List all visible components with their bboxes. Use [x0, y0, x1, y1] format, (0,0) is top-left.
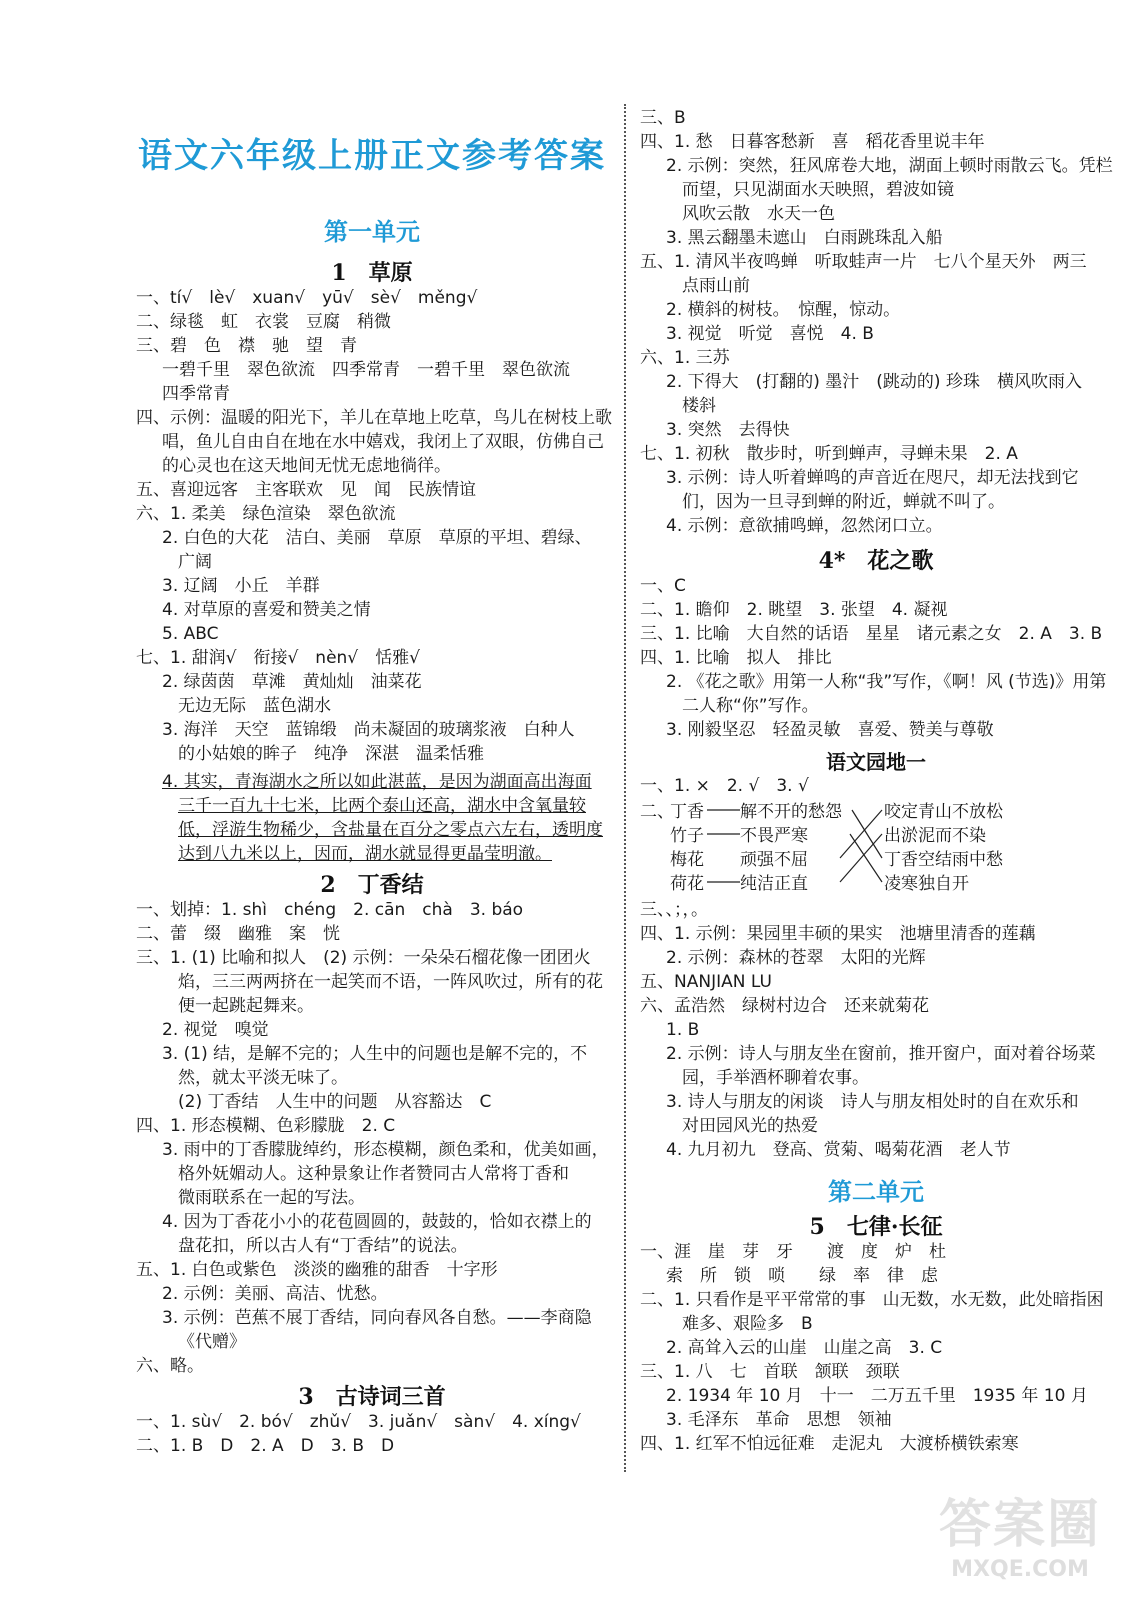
answer-line: 2. 高耸入云的山崖 山崖之高 3. C: [666, 1338, 943, 1358]
answer-line: 2. 示例：森林的苍翠 太阳的光辉: [666, 948, 926, 968]
answer-line: 三、1. 比喻 大自然的话语 星星 诸元素之女 2. A 3. B: [640, 624, 1103, 644]
match-mid-item: 顽强不屈: [740, 850, 808, 870]
answer-line: 4. 其实，青海湖水之所以如此湛蓝，是因为湖面高出海面: [162, 772, 592, 792]
answer-line: 二、蕾 缀 幽雅 案 恍: [136, 924, 340, 944]
answer-line: 楼斜: [682, 396, 716, 416]
answer-line: 一、1. × 2. √ 3. √: [640, 776, 809, 796]
answer-line: 六、略。: [136, 1356, 204, 1376]
answer-line: 达到八九米以上，因而，湖水就显得更晶莹明澈。: [178, 844, 552, 864]
match-right-item: 凌寒独自开: [884, 874, 969, 894]
answer-line: 3. 示例：芭蕉不展丁香结，同向春风各自愁。——李商隐: [162, 1308, 592, 1328]
answer-line: 对田园风光的热爱: [682, 1116, 818, 1136]
answer-line: 4. 九月初九 登高、赏菊、喝菊花酒 老人节: [666, 1140, 1011, 1160]
garden-title: 语文园地一: [826, 750, 926, 774]
answer-line: (2) 丁香结 人生中的问题 从容豁达 C: [178, 1092, 492, 1112]
answer-line: 《代赠》: [178, 1332, 246, 1352]
answer-line: 2. 横斜的树枝。 惊醒，惊动。: [666, 300, 901, 320]
answer-line: 盘花扣，所以古人有“丁香结”的说法。: [178, 1236, 468, 1256]
answer-line: 二、1. 瞻仰 2. 眺望 3. 张望 4. 凝视: [640, 600, 948, 620]
answer-line: 2. 绿茵茵 草滩 黄灿灿 油菜花: [162, 672, 422, 692]
answer-line: 四、1. 比喻 拟人 排比: [640, 648, 832, 668]
answer-line: 四、1. 愁 日暮客愁新 喜 稻花香里说丰年: [640, 132, 985, 152]
answer-line: 3. 示例：诗人听着蝉鸣的声音近在咫尺，却无法找到它: [666, 468, 1079, 488]
answer-line: 的小姑娘的眸子 纯净 深湛 温柔恬雅: [178, 744, 484, 764]
answer-line: 4. 示例：意欲捕鸣蝉，忽然闭口立。: [666, 516, 943, 536]
answer-line: 的心灵也在这天地间无忧无虑地徜徉。: [162, 456, 451, 476]
answer-line: 2. 《花之歌》用第一人称“我”写作，《啊！风 (节选)》用第: [666, 672, 1107, 692]
page-title: 语文六年级上册正文参考答案: [138, 136, 606, 176]
answer-line: 广阔: [178, 552, 212, 572]
answer-line: 3. 视觉 听觉 喜悦 4. B: [666, 324, 874, 344]
answer-line: 2. 白色的大花 洁白、美丽 草原 草原的平坦、碧绿、: [162, 528, 592, 548]
answer-line: 3. 诗人与朋友的闲谈 诗人与朋友相处时的自在欢乐和: [666, 1092, 1079, 1112]
watermark: [930, 1482, 1110, 1592]
lesson-title-5: 5 七律·长征: [809, 1214, 943, 1240]
answer-line: 三千一百九十七米，比两个泰山还高，湖水中含氧量较: [178, 796, 586, 816]
answer-line: 4. 因为丁香花小小的花苞圆圆的，鼓鼓的，恰如衣襟上的: [162, 1212, 592, 1232]
answer-line: 一、C: [640, 576, 686, 596]
answer-line: 索 所 锁 唢 绿 率 律 虑: [666, 1266, 938, 1286]
answer-line: 七、1. 甜润√ 衔接√ nèn√ 恬雅√: [136, 648, 420, 668]
watermark-url: MXQE.COM: [951, 1557, 1089, 1582]
answer-line: 六、1. 三苏: [640, 348, 730, 368]
answer-line: 3. 毛泽东 革命 思想 领袖: [666, 1410, 892, 1430]
answer-line: 五、1. 白色或紫色 淡淡的幽雅的甜香 十字形: [136, 1260, 498, 1280]
answer-line: 一碧千里 翠色欲流 四季常青 一碧千里 翠色欲流: [162, 360, 570, 380]
answer-line: 四季常青: [162, 384, 230, 404]
column-divider: [624, 104, 626, 1472]
answer-line: 2. 视觉 嗅觉: [162, 1020, 269, 1040]
match-left-item: 荷花: [670, 874, 704, 894]
answer-line: 二、1. 只看作是平平常常的事 山无数，水无数，此处暗指困: [640, 1290, 1104, 1310]
answer-line: 3. 辽阔 小丘 羊群: [162, 576, 320, 596]
answer-line: 一、划掉：1. shì chéng 2. cān chà 3. báo: [136, 900, 524, 920]
answer-line: 2. 下得大 (打翻的) 墨汁 (跳动的) 珍珠 横风吹雨入: [666, 372, 1082, 392]
match-prefix: 二、: [640, 802, 674, 822]
answer-line: 3. (1) 结，是解不完的；人生中的问题也是解不完的，不: [162, 1044, 588, 1064]
answer-line: 三、1. (1) 比喻和拟人 (2) 示例：一朵朵石榴花像一团团火: [136, 948, 591, 968]
answer-line: 六、1. 柔美 绿色渲染 翠色欲流: [136, 504, 396, 524]
answer-line: 四、1. 红军不怕远征难 走泥丸 大渡桥横铁索寒: [640, 1434, 1019, 1454]
answer-line: 五、喜迎远客 主客联欢 见 闻 民族情谊: [136, 480, 476, 500]
answer-line: 四、1. 形态模糊、色彩朦胧 2. C: [136, 1116, 396, 1136]
answer-line: 3. 雨中的丁香朦胧绰约，形态模糊，颜色柔和，优美如画，: [162, 1140, 609, 1160]
answer-line: 微雨联系在一起的写法。: [178, 1188, 365, 1208]
match-right-item: 出淤泥而不染: [884, 826, 986, 846]
answer-line: 4. 对草原的喜爱和赞美之情: [162, 600, 371, 620]
answer-line: 2. 示例：美丽、高洁、忧愁。: [162, 1284, 388, 1304]
answer-line: 五、1. 清风半夜鸣蝉 听取蛙声一片 七八个星天外 两三: [640, 252, 1087, 272]
answer-line: 三、、；，。: [640, 900, 708, 920]
answer-line: 二人称“你”写作。: [682, 696, 819, 716]
answer-line: 三、1. 八 七 首联 颔联 颈联: [640, 1362, 900, 1382]
watermark-logo: 答案圈: [938, 1495, 1101, 1555]
answer-line: 四、示例：温暖的阳光下，羊儿在草地上吃草，鸟儿在树枝上歌: [136, 408, 612, 428]
unit-title-2: 第二单元: [828, 1177, 924, 1206]
answer-line: 3. 突然 去得快: [666, 420, 790, 440]
answer-line: 一、涯 崖 芽 牙 渡 度 炉 杜: [640, 1242, 946, 1262]
answer-line: 一、1. sù√ 2. bó√ zhǔ√ 3. juǎn√ sàn√ 4. xíng√: [136, 1412, 581, 1432]
answer-line: 四、1. 示例：果园里丰硕的果实 池塘里清香的莲藕: [640, 924, 1036, 944]
unit-title-1: 第一单元: [324, 217, 420, 246]
answer-line: 2. 示例：突然，狂风席卷大地，湖面上顿时雨散云飞。凭栏: [666, 156, 1113, 176]
answer-line: 七、1. 初秋 散步时，听到蝉声，寻蝉未果 2. A: [640, 444, 1018, 464]
answer-line: 三、B: [640, 108, 686, 128]
answer-line: 1. B: [666, 1020, 700, 1040]
answer-line: 三、碧 色 襟 驰 望 青: [136, 336, 357, 356]
match-right-item: 丁香空结雨中愁: [884, 850, 1003, 870]
answer-line: 而望，只见湖面水天映照，碧波如镜: [682, 180, 954, 200]
answer-line: 3. 海洋 天空 蓝锦缎 尚未凝固的玻璃浆液 白种人: [162, 720, 575, 740]
match-left-item: 丁香: [670, 802, 704, 822]
answer-line: 难多、艰险多 B: [682, 1314, 813, 1334]
answer-line: 六、孟浩然 绿树村边合 还来就菊花: [640, 996, 929, 1016]
answer-line: 5. ABC: [162, 624, 219, 644]
answer-line: 便一起跳起舞来。: [178, 996, 314, 1016]
answer-line: 无边无际 蓝色湖水: [178, 696, 331, 716]
answer-line: 2. 1934 年 10 月 十一 二万五千里 1935 年 10 月: [666, 1386, 1088, 1406]
answer-line: 然，就太平淡无味了。: [178, 1068, 348, 1088]
answer-line: 低，浮游生物稀少，含盐量在百分之零点六左右，透明度: [178, 820, 603, 840]
answer-line: 焰，三三两两挤在一起笑而不语，一阵风吹过，所有的花: [178, 972, 603, 992]
answer-line: 点雨山前: [682, 276, 750, 296]
answer-line: 五、NANJIAN LU: [640, 972, 772, 992]
answer-line: 二、1. B D 2. A D 3. B D: [136, 1436, 395, 1456]
match-mid-item: 不畏严寒: [740, 826, 808, 846]
match-left-item: 梅花: [670, 850, 704, 870]
answer-line: 一、tí√ lè√ xuan√ yū√ sè√ měng√: [136, 288, 478, 308]
lesson-title-4: 4* 花之歌: [818, 548, 934, 574]
match-mid-item: 解不开的愁怨: [740, 802, 842, 822]
answer-line: 2. 示例：诗人与朋友坐在窗前，推开窗户，面对着谷场菜: [666, 1044, 1096, 1064]
answer-line: 3. 黑云翻墨未遮山 白雨跳珠乱入船: [666, 228, 943, 248]
match-lines: [640, 798, 900, 898]
answer-line: 们，因为一旦寻到蝉的附近，蝉就不叫了。: [682, 492, 1005, 512]
answer-line: 风吹云散 水天一色: [682, 204, 835, 224]
answer-line: 3. 刚毅坚忍 轻盈灵敏 喜爱、赞美与尊敬: [666, 720, 994, 740]
lesson-title-1: 1 草原: [331, 260, 413, 286]
answer-line: 格外妩媚动人。这种景象让作者赞同古人常将丁香和: [178, 1164, 569, 1184]
lesson-title-3: 3 古诗词三首: [298, 1384, 446, 1410]
answer-line: 二、绿毯 虹 衣裳 豆腐 稍微: [136, 312, 391, 332]
match-left-item: 竹子: [670, 826, 704, 846]
lesson-title-2: 2 丁香结: [320, 872, 424, 898]
match-mid-item: 纯洁正直: [740, 874, 808, 894]
match-line: [840, 834, 882, 882]
match-right-item: 咬定青山不放松: [884, 802, 1003, 822]
answer-line: 园，手举酒杯聊着农事。: [682, 1068, 869, 1088]
answer-line: 唱，鱼儿自由自在地在水中嬉戏，我闭上了双眼，仿佛自己: [162, 432, 604, 452]
